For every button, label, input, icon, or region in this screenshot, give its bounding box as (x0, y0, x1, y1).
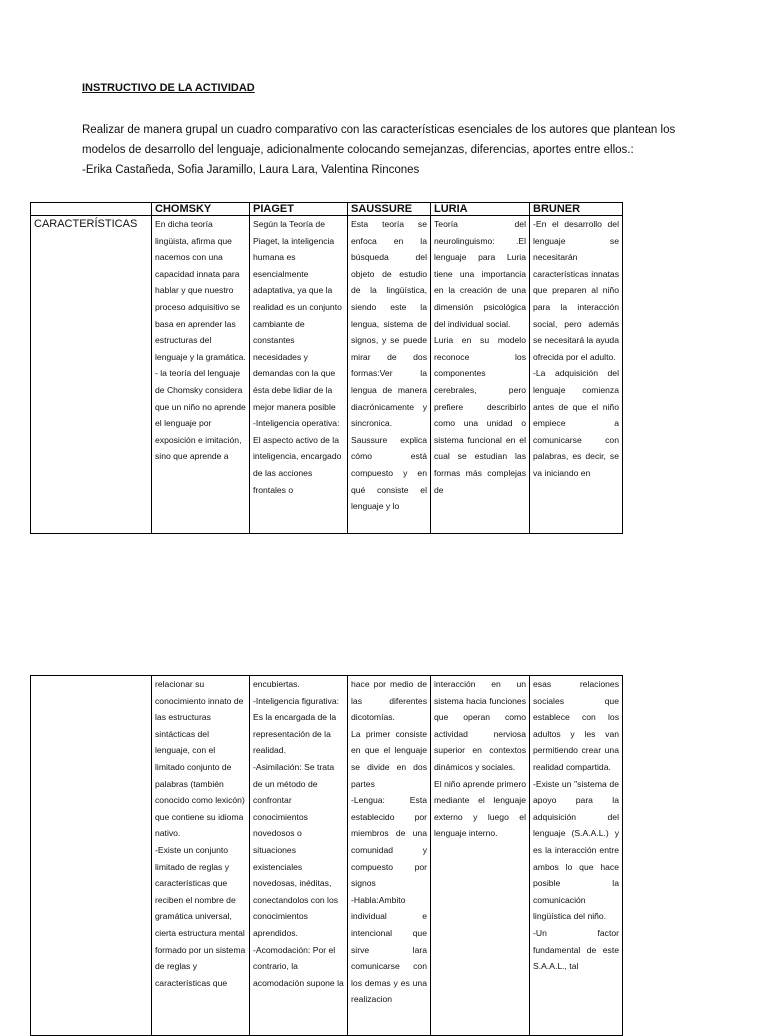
cell-piaget-p2: encubiertas. -Inteligencia figurativa: Es la encargada de la representación de la realidad. -Asimilación: Se trata de un método de confrontar conocimientos novedosos o situaciones existenciales novedosas, inéditas, conectandolos con los conocimientos aprendidos. -Acomodación: Por el contrario, la acomodación supone la (250, 676, 348, 1036)
intro-line-2: modelos de desarrollo del lenguaje, adicionalmente colocando semejanzas, diferencias, aportes entre ellos.: (82, 144, 634, 156)
cell-bruner-p2: esas relaciones sociales que establece con los adultos y les van permitiendo crear una realidad compartida. -Existe un "sistema de apoyo para la adquisición del lenguaje (S.A.A.L.) y es la interacción entre ambos lo que hace posible la comunicación lingüística del niño. -Un factor fundamental de este S.A.A.L., tal (530, 676, 623, 1036)
cell-chomsky-p2: relacionar su conocimiento innato de las estructuras sintácticas del lenguaje, con el limitado conjunto de palabras (también conocido como lexicón) que contiene su idioma nativo. -Existe un conjunto limitado de reglas y características que reciben el nombre de gramática universal, cierta estructura mental formado por un sistema de reglas y características que (152, 676, 250, 1036)
cell-luria-p2: interacción en un sistema hacia funciones que operan como actividad nerviosa superior en contextos dinámicos y sociales. El niño aprende primero mediante el lenguaje externo y luego el lenguaje interno. (431, 676, 530, 1036)
cell-chomsky-p1: En dicha teoría lingüista, afirma que nacemos con una capacidad innata para hablar y que nuestro proceso adquisitivo se basa en aprender las estructuras del lenguaje y la gramática. - la teoría del lenguaje de Chomsky considera que un niño no aprende el lenguaje por exposición e imitación, sino que aprende a (152, 216, 250, 534)
comparison-table-page-2 (30, 675, 623, 1036)
row-label-characteristics: CARACTERÍSTICAS (31, 216, 152, 534)
header-luria: LURIA (431, 203, 530, 216)
header-empty-cell (31, 203, 152, 216)
activity-instructions-heading: INSTRUCTIVO DE LA ACTIVIDAD (82, 82, 255, 94)
header-saussure: SAUSSURE (348, 203, 431, 216)
table-header-row (31, 203, 623, 216)
row-label-empty (31, 676, 152, 1036)
header-piaget: PIAGET (250, 203, 348, 216)
intro-line-3: -Erika Castañeda, Sofia Jaramillo, Laura Lara, Valentina Rincones (82, 164, 420, 176)
comparison-table-page-1 (30, 202, 623, 534)
cell-luria-p1: Teoría del neurolinguismo: .El lenguaje para Luria tiene una importancia en la creación de una dimensión psicológica del individual social. Luria en su modelo reconoce los componentes cerebrales, pero prefiere describirlo como una unidad o sistema funcional en el cual se estudian las formas más complejas de (431, 216, 530, 534)
table-row-characteristics (31, 216, 623, 534)
cell-bruner-p1: -En el desarrollo del lenguaje se necesitarán características innatas que preparen al niño para la interacción social, pero además se necesitará la ayuda ofrecida por el adulto. -La adquisición del lenguaje comienza antes de que el niño empiece a comunicarse con palabras, es decir, se va iniciando en (530, 216, 623, 534)
cell-piaget-p1: Según la Teoría de Piaget, la inteligencia humana es esencialmente adaptativa, ya que la realidad es un conjunto cambiante de constantes necesidades y demandas con la que ésta debe lidiar de la mejor manera posible -Inteligencia operativa: El aspecto activo de la inteligencia, encargado de las acciones frontales o (250, 216, 348, 534)
table-row-continued (31, 676, 623, 1036)
header-chomsky: CHOMSKY (152, 203, 250, 216)
cell-saussure-p1: Esta teoría se enfoca en la búsqueda del objeto de estudio de la lingüística, siendo este la lengua, sistema de signos, y se puede mirar de dos formas:Ver la lengua de manera diacrónicamente y sincronica. Saussure explica cómo está compuesto y en qué consiste el lenguaje y lo (348, 216, 431, 534)
intro-line-1: Realizar de manera grupal un cuadro comparativo con las características esenciales de los autores que plantean los (82, 124, 676, 136)
header-bruner: BRUNER (530, 203, 623, 216)
intro-paragraph (82, 120, 692, 180)
cell-saussure-p2: hace por medio de las diferentes dicotomías. La primer consiste en que el lenguaje se divide en dos partes -Lengua: Esta establecido por miembros de una comunidad y compuesto por signos -Habla:Ambito individual e intencional que sirve lara comunicarse con los demas y es una realizacion (348, 676, 431, 1036)
